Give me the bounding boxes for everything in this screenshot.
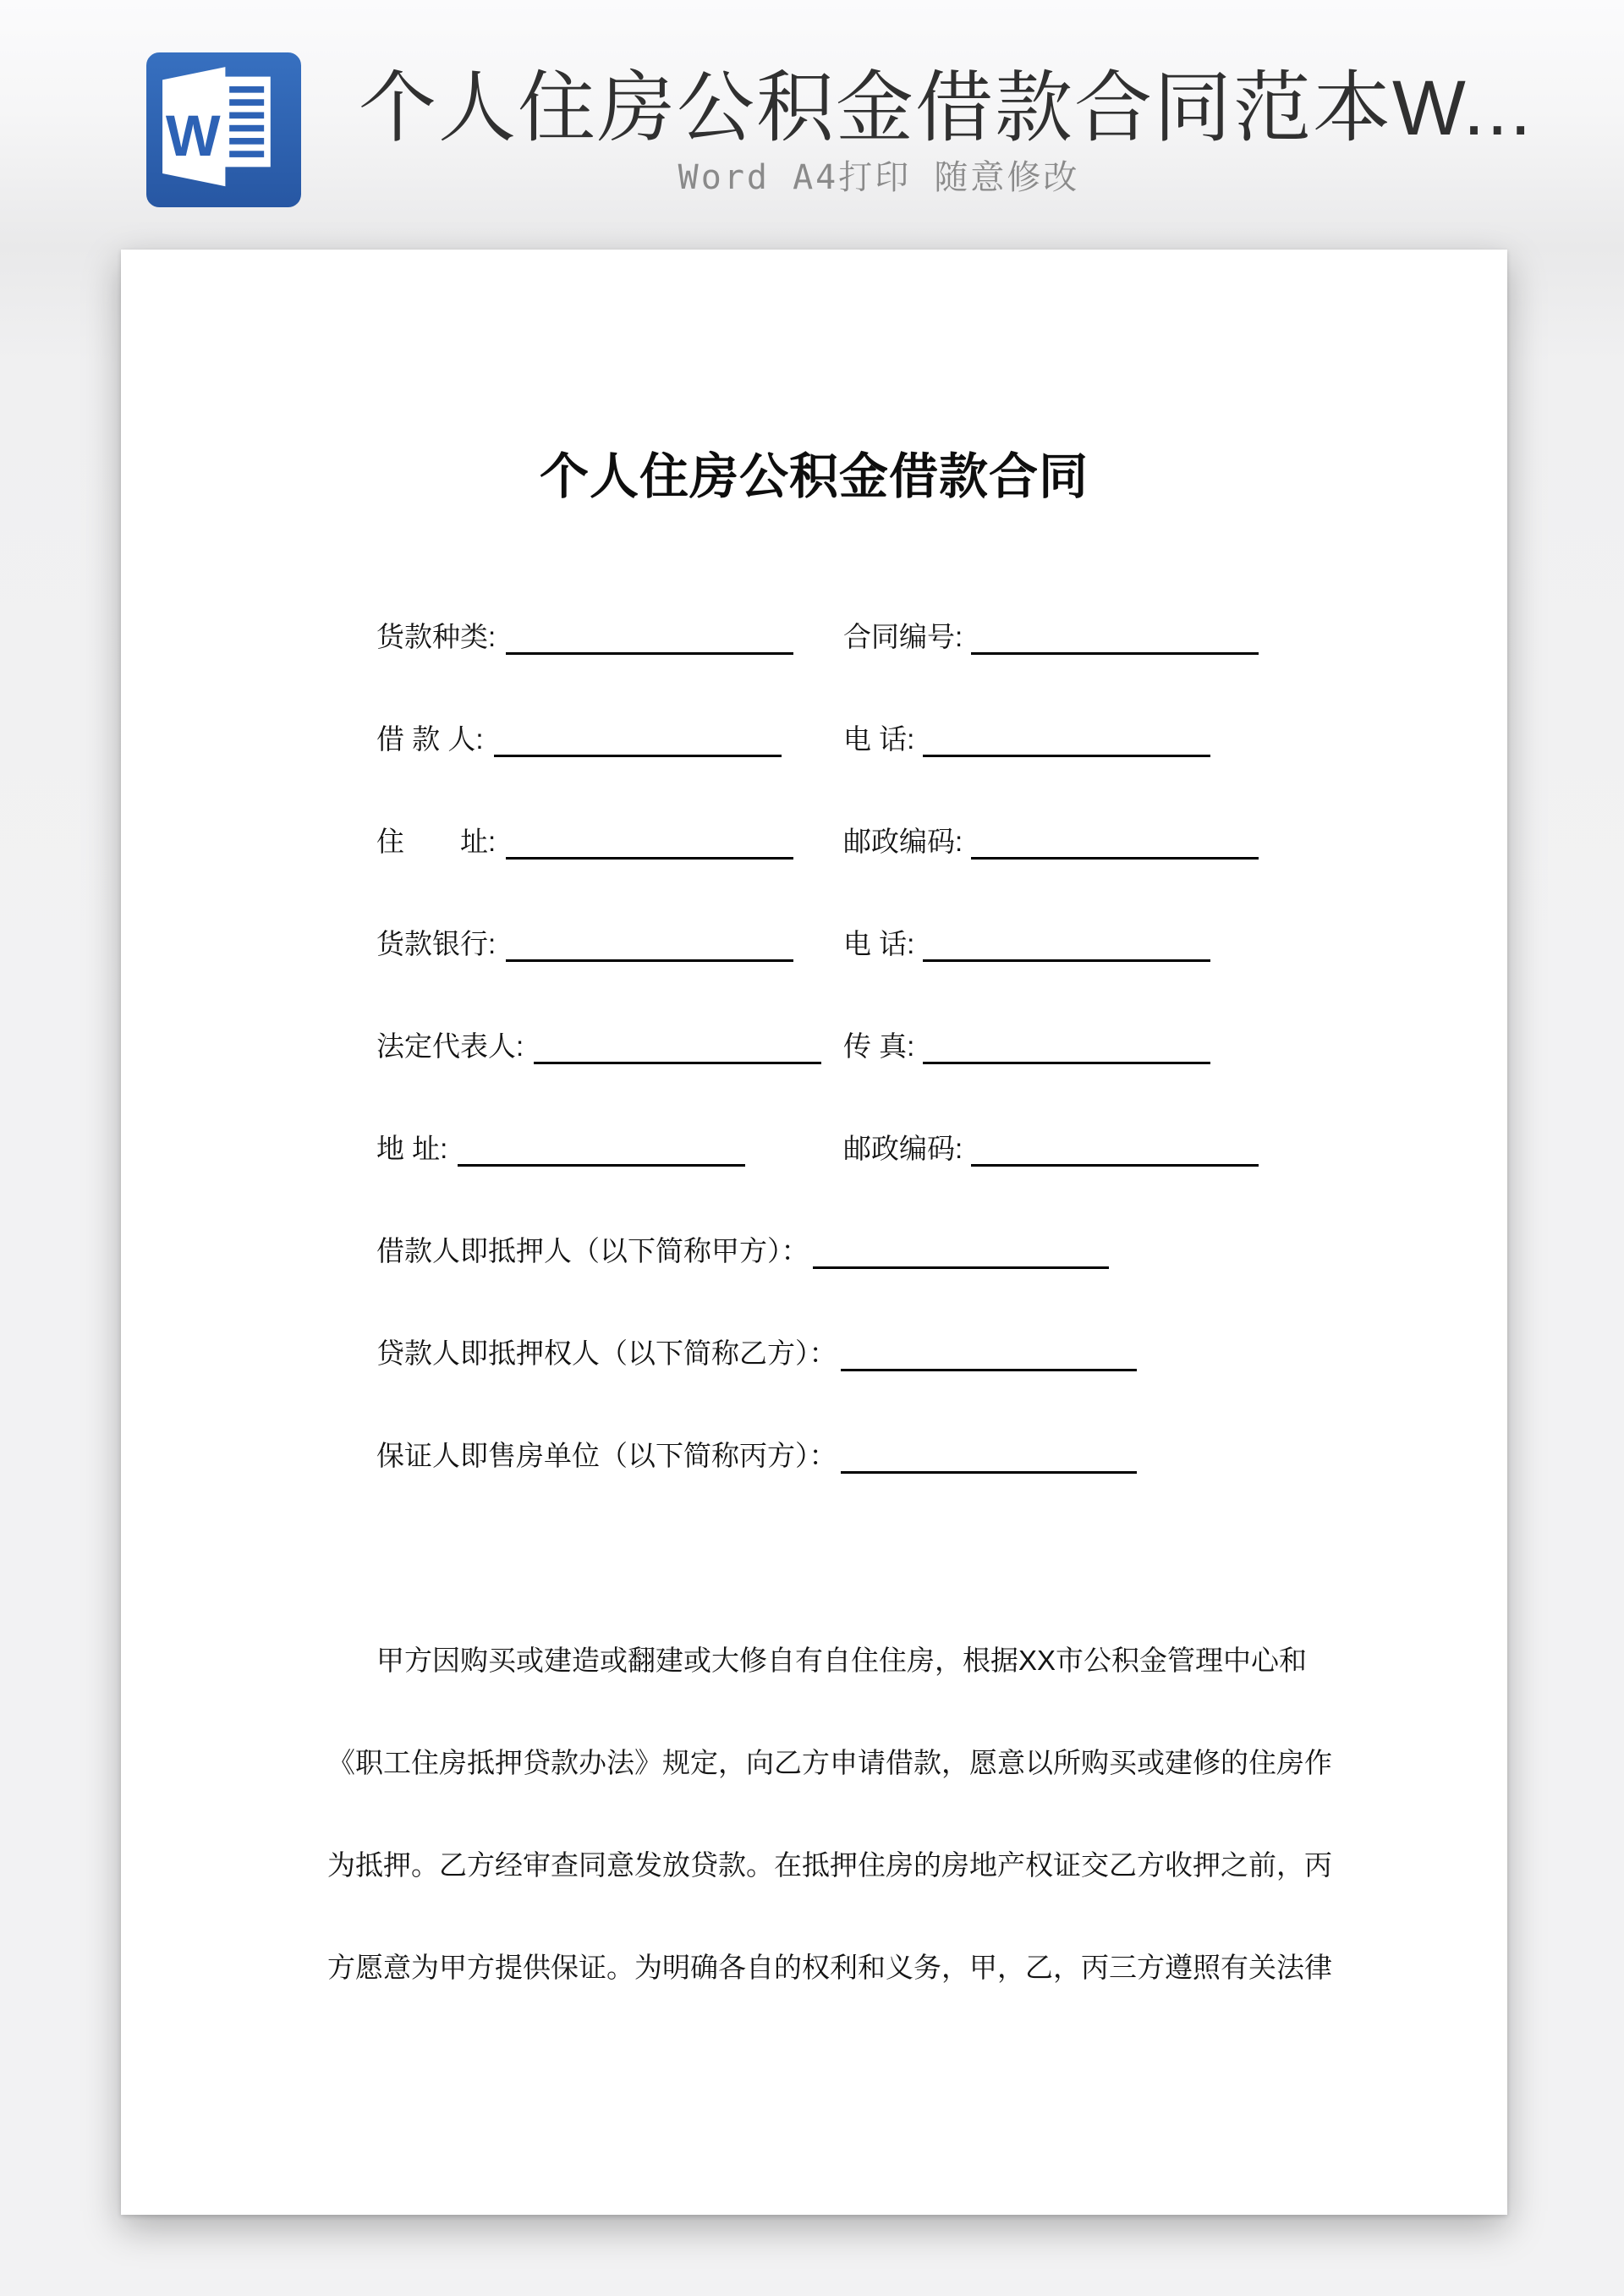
- form-row: [327, 616, 1410, 718]
- form-field: [376, 1025, 843, 1128]
- form-row: [327, 1128, 1410, 1230]
- form-field: [376, 616, 843, 718]
- word-icon: [146, 52, 301, 207]
- blank-underline: [841, 1446, 1137, 1474]
- form-field: [843, 923, 1210, 1025]
- form-field: [376, 1128, 843, 1230]
- field-label: 合同编号:: [843, 621, 963, 652]
- form-row: [327, 1025, 1410, 1128]
- form-field: [376, 821, 843, 923]
- paragraph-line: 《职工住房抵押贷款办法》规定，向乙方申请借款，愿意以所购买或建修的住房作: [327, 1747, 1332, 1778]
- blank-underline: [506, 627, 793, 655]
- field-label: 邮政编码:: [843, 826, 963, 857]
- document-body: [327, 616, 1410, 2049]
- field-label: 电 话:: [843, 928, 915, 959]
- party-label: 贷款人即抵押权人（以下简称乙方）：: [376, 1338, 837, 1369]
- blank-underline: [923, 729, 1210, 757]
- form-field: [376, 923, 843, 1025]
- form-row: [327, 821, 1410, 923]
- field-label: 传 真:: [843, 1030, 915, 1062]
- form-field: [843, 821, 1259, 923]
- form-field: [376, 718, 843, 821]
- party-row: [327, 1435, 1410, 1537]
- page-title: 个人住房公积金借款合同范本W...: [359, 65, 1533, 151]
- field-label: 电 话:: [843, 723, 915, 755]
- field-label: 货款种类:: [376, 621, 497, 652]
- blank-underline: [494, 729, 782, 757]
- field-label: 地 址:: [376, 1133, 448, 1164]
- document-title: 个人住房公积金借款合同: [539, 449, 1089, 504]
- blank-underline: [971, 1139, 1259, 1167]
- form-field: [843, 1025, 1210, 1128]
- form-field: [843, 1128, 1259, 1230]
- blank-underline: [971, 627, 1259, 655]
- form-field: [843, 718, 1210, 821]
- party-label: 保证人即售房单位（以下简称丙方）：: [376, 1440, 837, 1471]
- blank-underline: [458, 1139, 745, 1167]
- form-row: [327, 718, 1410, 821]
- field-label: 借 款 人:: [376, 723, 484, 755]
- form-field: [843, 616, 1259, 718]
- form-row: [327, 923, 1410, 1025]
- party-row: [327, 1230, 1410, 1332]
- blank-line: [327, 1537, 1410, 1640]
- blank-underline: [971, 832, 1259, 860]
- field-label: 邮政编码:: [843, 1133, 963, 1164]
- field-label: 法定代表人:: [376, 1030, 524, 1062]
- field-label: 住 址:: [376, 826, 497, 857]
- blank-underline: [923, 1036, 1210, 1064]
- paragraph-line: 甲方因购买或建造或翻建或大修自有自住住房，根据XX市公积金管理中心和: [376, 1645, 1308, 1676]
- party-row: [327, 1332, 1410, 1435]
- party-label: 借款人即抵押人（以下简称甲方）：: [376, 1235, 809, 1266]
- blank-underline: [506, 934, 793, 962]
- blank-underline: [534, 1036, 821, 1064]
- blank-underline: [506, 832, 793, 860]
- blank-underline: [813, 1241, 1109, 1269]
- blank-underline: [923, 934, 1210, 962]
- svg-text:W: W: [165, 103, 221, 168]
- paragraph-line: 为抵押。乙方经审查同意发放贷款。在抵押住房的房地产权证交乙方收押之前，丙: [327, 1849, 1332, 1881]
- field-label: 货款银行:: [376, 928, 497, 959]
- page-subtitle: Word A4打印 随意修改: [678, 158, 1080, 197]
- document-page: [121, 250, 1507, 2215]
- paragraph-line: 方愿意为甲方提供保证。为明确各自的权利和义务，甲，乙，丙三方遵照有关法律: [327, 1952, 1332, 1983]
- blank-underline: [841, 1343, 1137, 1371]
